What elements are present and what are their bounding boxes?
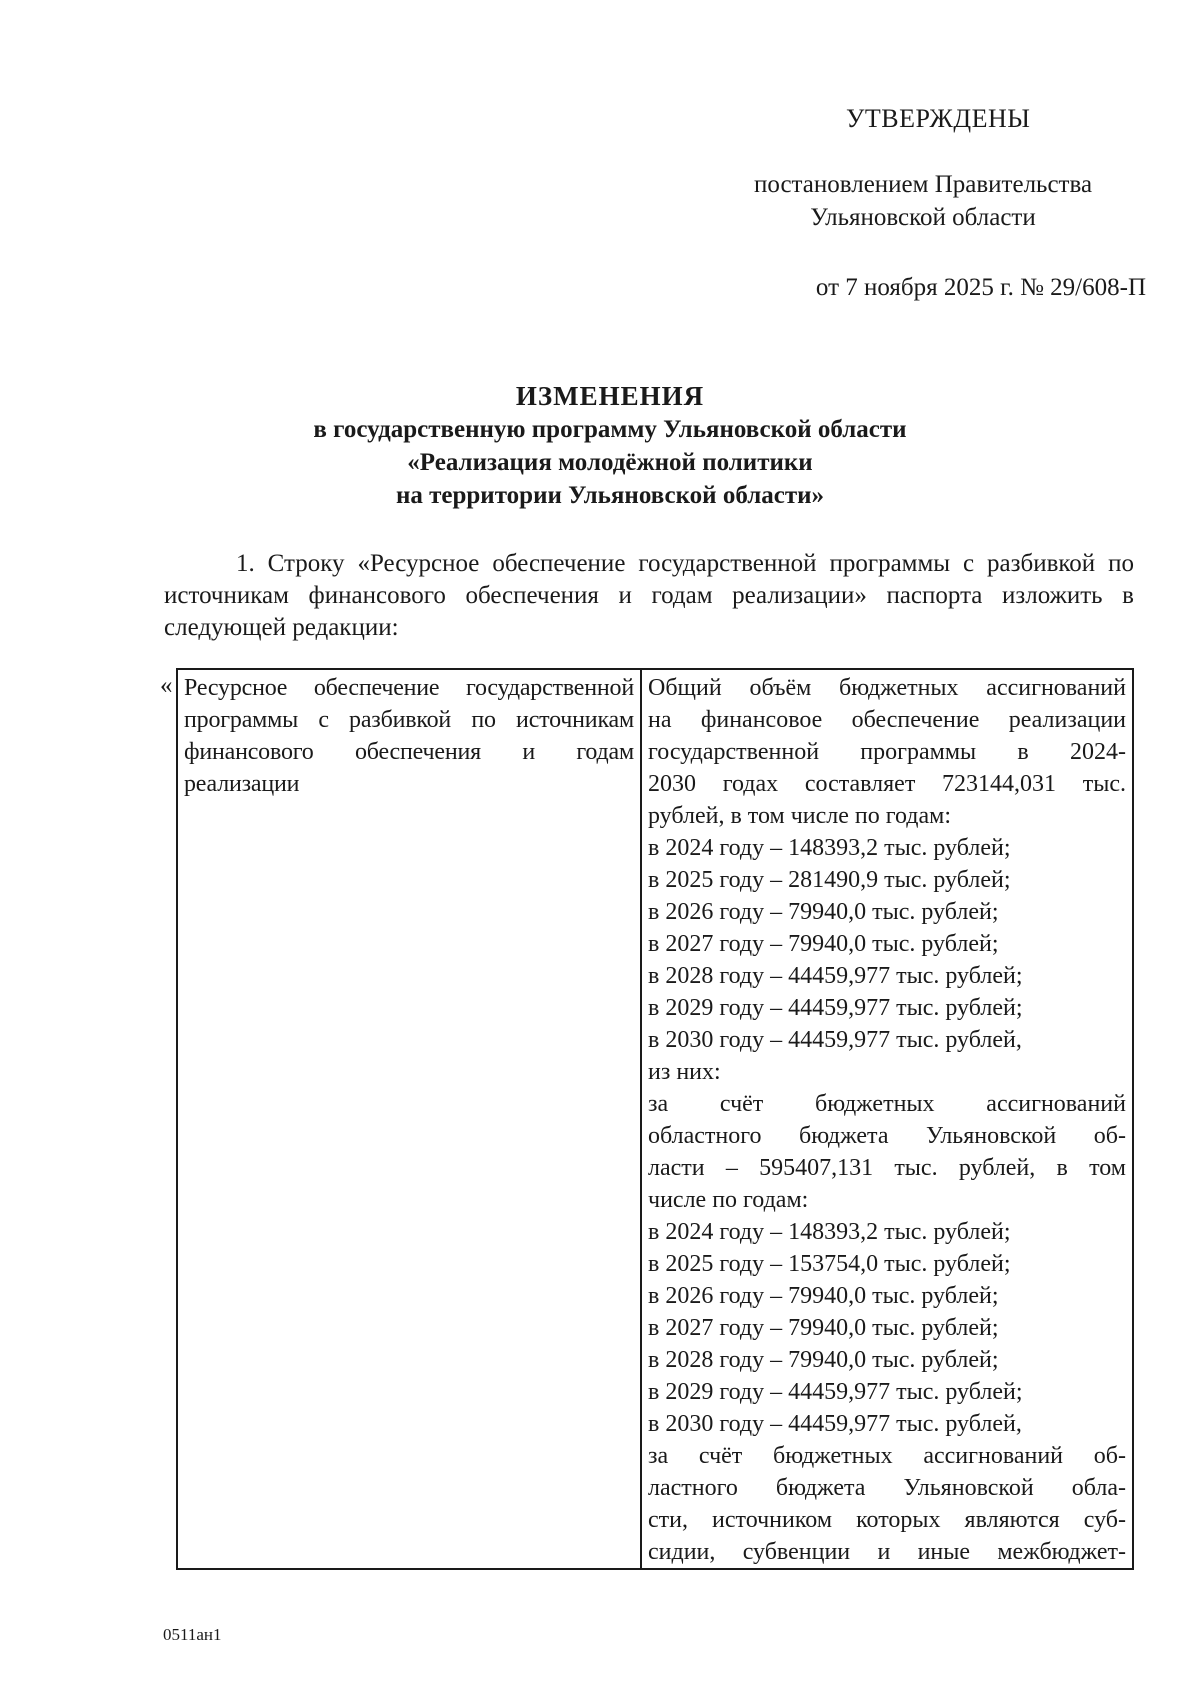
approval-authority <box>700 168 1146 234</box>
subsidy-line: за счёт бюджетных ассигнований об- <box>648 1443 1126 1469</box>
subsidy-line: ластного бюджета Ульяновской обла- <box>648 1475 1126 1501</box>
total-year-item: в 2027 году – 79940,0 тыс. рублей; <box>648 931 999 957</box>
approval-date: от 7 ноября 2025 г. № 29/608-П <box>815 274 1146 301</box>
intro-line: 2030 годах составляет 723144,031 тыс. <box>648 771 1126 797</box>
regional-year-item: в 2025 году – 153754,0 тыс. рублей; <box>648 1251 1011 1277</box>
regional-year-item: в 2029 году – 44459,977 тыс. рублей; <box>648 1379 1023 1405</box>
regional-year-item: в 2026 году – 79940,0 тыс. рублей; <box>648 1283 999 1309</box>
title-line-2: «Реализация молодёжной политики <box>407 449 813 476</box>
regional-year-item: в 2024 году – 148393,2 тыс. рублей; <box>648 1219 1011 1245</box>
of-them-label: из них: <box>648 1059 721 1085</box>
total-year-item: в 2024 году – 148393,2 тыс. рублей; <box>648 835 1011 861</box>
regional-by-year-list <box>648 1216 1126 1440</box>
regional-line: ласти – 595407,131 тыс. рублей, в том <box>648 1155 1126 1181</box>
paragraph-1: 1. Строку «Ресурсное обеспечение государственной программы с разбивкой по источникам финансового обеспечения и годам реализации» паспорта изложить в следующей редакции: <box>164 550 1134 641</box>
passport-table <box>176 668 1134 1570</box>
title-line-3: на территории Ульяновской области» <box>395 482 825 509</box>
document-title <box>160 380 1060 512</box>
total-year-item: в 2030 году – 44459,977 тыс. рублей, <box>648 1027 1022 1053</box>
total-year-item: в 2028 году – 44459,977 тыс. рублей; <box>648 963 1023 989</box>
title-main: ИЗМЕНЕНИЯ <box>515 381 705 411</box>
approval-line-1: постановлением Правительства <box>753 171 1093 198</box>
approval-heading: УТВЕРЖДЕНЫ <box>846 104 1031 133</box>
intro-block <box>648 672 1126 800</box>
table-row <box>177 669 1133 1569</box>
approval-line-2: Ульяновской области <box>810 204 1036 231</box>
intro-line: государственной программы в 2024- <box>648 739 1126 765</box>
regional-line: за счёт бюджетных ассигнований <box>648 1091 1126 1117</box>
table-open-quote: « <box>160 672 173 699</box>
intro-line: на финансовое обеспечение реализации <box>648 707 1126 733</box>
intro-line: Общий объём бюджетных ассигнований <box>648 675 1126 701</box>
total-year-item: в 2026 году – 79940,0 тыс. рублей; <box>648 899 999 925</box>
intro-tail: рублей, в том числе по годам: <box>648 803 951 829</box>
total-year-item: в 2025 году – 281490,9 тыс. рублей; <box>648 867 1011 893</box>
subsidy-line: сти, источником которых являются суб- <box>648 1507 1126 1533</box>
regional-tail: числе по годам: <box>648 1187 809 1213</box>
regional-year-item: в 2027 году – 79940,0 тыс. рублей; <box>648 1315 999 1341</box>
subsidy-line: сидии, субвенции и иные межбюджет- <box>648 1539 1126 1565</box>
total-year-item: в 2029 году – 44459,977 тыс. рублей; <box>648 995 1023 1021</box>
title-line-1: в государственную программу Ульяновской области <box>313 416 907 443</box>
regional-year-item: в 2028 году – 79940,0 тыс. рублей; <box>648 1347 999 1373</box>
total-by-year-list <box>648 832 1126 1056</box>
row-label: Ресурсное обеспечение государственной программы с разбивкой по источникам финансового обеспечения и годам реализации <box>177 669 641 1569</box>
footer-code: 0511ан1 <box>163 1625 222 1644</box>
regional-line: областного бюджета Ульяновской об- <box>648 1123 1126 1149</box>
regional-block <box>648 1088 1126 1184</box>
row-content <box>641 669 1133 1569</box>
subsidy-block <box>648 1440 1126 1568</box>
regional-year-item: в 2030 году – 44459,977 тыс. рублей, <box>648 1411 1022 1437</box>
